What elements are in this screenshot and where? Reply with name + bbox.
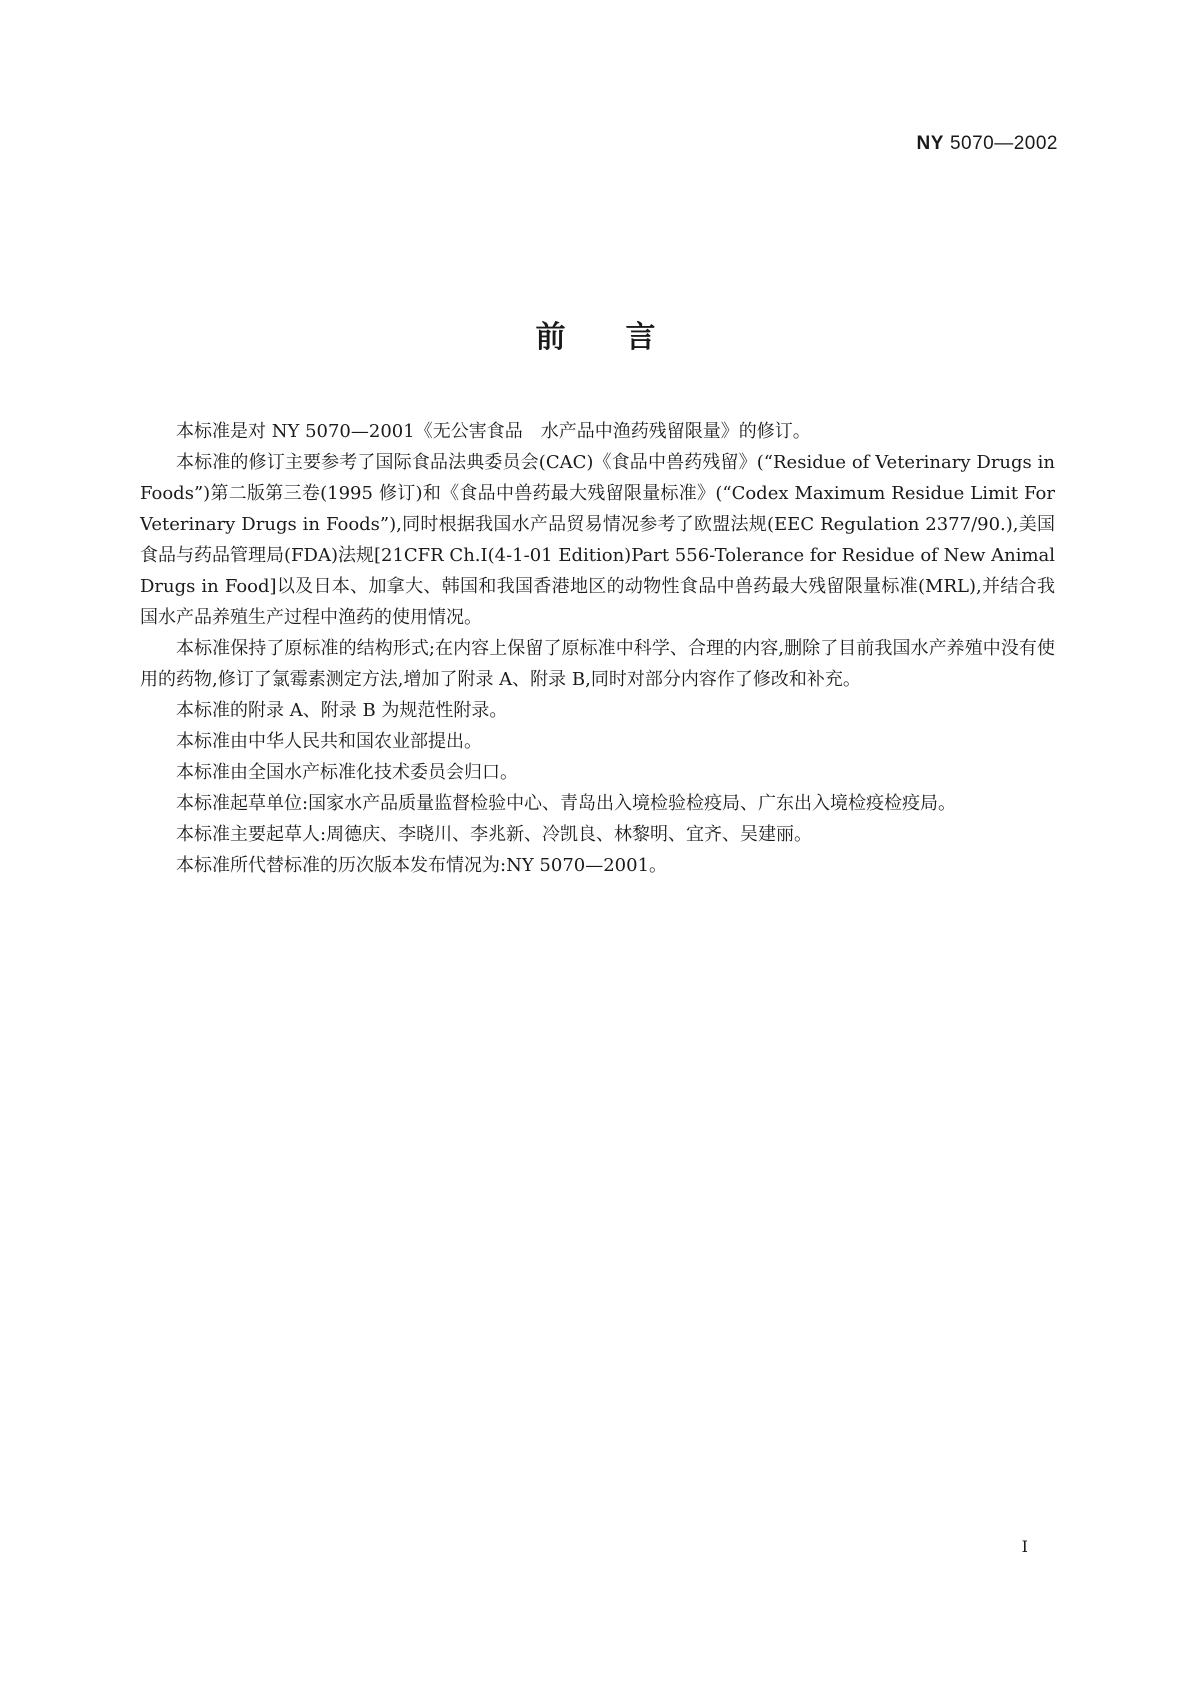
paragraph-revision-note: 本标准是对 NY 5070—2001《无公害食品 水产品中渔药残留限量》的修订。 [176,421,811,442]
paragraph-drafters: 本标准主要起草人:周德庆、李晓川、李兆新、冷凯良、林黎明、宜齐、吴建丽。 [176,824,813,845]
foreword-body [140,416,1055,881]
paragraph-centralized-by: 本标准由全国水产标准化技术委员会归口。 [176,762,518,783]
paragraph-structure-changes: 本标准保持了原标准的结构形式;在内容上保留了原标准中科学、合理的内容,删除了目前我国水产养殖中没有使用的药物,修订了氯霉素测定方法,增加了附录 A、附录 B,同时对部分内容作了修改和补充。 [140,638,1055,690]
standard-code [917,133,1058,155]
standard-code-prefix: NY [916,133,944,154]
paragraph-version-history: 本标准所代替标准的历次版本发布情况为:NY 5070—2001。 [176,855,668,876]
standard-code-number: 5070—2002 [949,133,1058,154]
paragraph-proposer: 本标准由中华人民共和国农业部提出。 [176,731,482,752]
paragraph-references: 本标准的修订主要参考了国际食品法典委员会(CAC)《食品中兽药残留》(“Residue of Veterinary Drugs in Foods”)第二版第三卷(1995 修订)和《食品中兽药最大残留限量标准》(“Codex Maximum Residue Limit For Veterinary Drugs in Foods”),同时根据我国水产品贸易情况参考了欧盟法规(EEC Regulation 2377/90.),美国食品与药品管理局(FDA)法规[21CFR Ch.I(4-1-01 Edition)Part 556-Tolerance for Residue of New Animal Drugs in Food]以及日本、加拿大、韩国和我国香港地区的动物性食品中兽药最大残留限量标准(MRL),并结合我国水产品养殖生产过程中渔药的使用情况。 [140,452,1056,628]
paragraph-appendices: 本标准的附录 A、附录 B 为规范性附录。 [176,700,508,721]
page-number: I [1021,1537,1028,1556]
paragraph-drafting-units: 本标准起草单位:国家水产品质量监督检验中心、青岛出入境检验检疫局、广东出入境检疫检疫局。 [176,793,957,814]
page-title: 前言 [535,320,716,355]
